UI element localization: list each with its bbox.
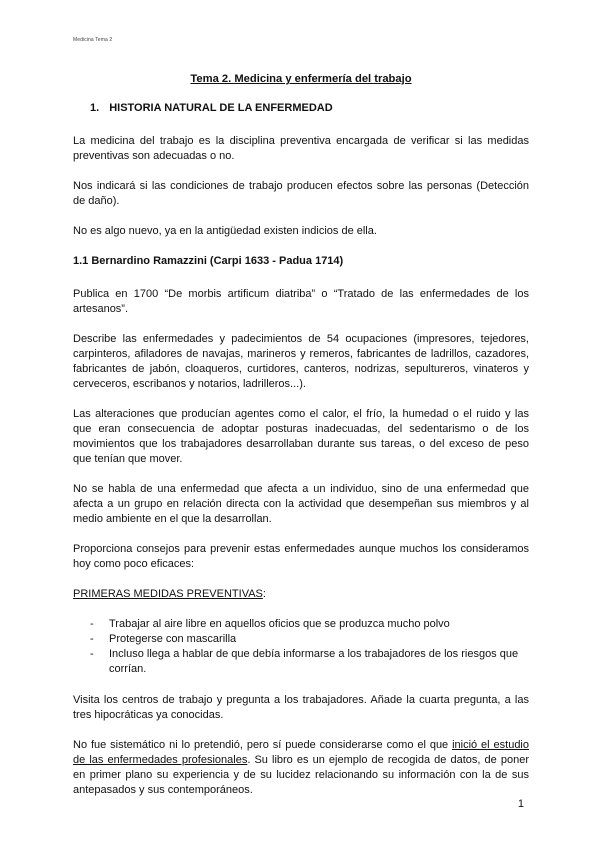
paragraph-10	[73, 738, 529, 798]
preventive-measures-title: PRIMERAS MEDIDAS PREVENTIVAS	[73, 588, 263, 600]
paragraph-10-suffix: . Su libro es un ejemplo de recogida de datos, de poner en primer plano su experiencia y de su lucidez relacionando su información con la de sus antepasados y sus contemporáneos.	[73, 754, 529, 796]
page-title: Tema 2. Medicina y enfermería del trabajo	[190, 73, 412, 85]
paragraph-7: No se habla de una enfermedad que afecta a un individuo, sino de una enfermedad que afecta a un grupo en relación directa con la actividad que desempeñan sus miembros y al medio ambiente en el que la desarrollan.	[73, 483, 529, 525]
paragraph-9: Visita los centros de trabajo y pregunta a los trabajadores. Añade la cuarta pregunta, a las tres hipocráticas ya conocidas.	[73, 694, 529, 721]
preventive-measures-colon: :	[262, 588, 266, 600]
paragraph-2: Nos indicará si las condiciones de trabajo producen efectos sobre las personas (Detección de daño).	[73, 180, 529, 207]
paragraph-5: Describe las enfermedades y padecimientos de 54 ocupaciones (impresores, tejedores, carpinteros, afiladores de navajas, marineros y remeros, fabricantes de ladrillos, cazadores, fabricantes de jabón, cloaqueros, curtidores, canteros, nodrizas, sepultureros, vinateros y cerveceros, escribanos y notarios, ladrilleros...).	[73, 333, 529, 390]
paragraph-1: La medicina del trabajo es la disciplina preventiva encargada de verificar si las medidas preventivas son adecuadas o no.	[73, 135, 529, 162]
list-item: - Incluso llega a hablar de que debía informarse a los trabajadores de los riesgos que corrían.	[73, 647, 529, 677]
list-item: - Trabajar al aire libre en aquellos oficios que se produzca mucho polvo	[73, 617, 529, 632]
subheading-1-1: 1.1 Bernardino Ramazzini (Carpi 1633 - Padua 1714)	[73, 255, 344, 267]
page-number: 1	[517, 798, 524, 810]
preventive-measures-list	[73, 617, 529, 677]
paragraph-3: No es algo nuevo, ya en la antigüedad existen indicios de ella.	[73, 225, 377, 237]
document-content	[73, 72, 529, 813]
paragraph-6: Las alteraciones que producían agentes como el calor, el frío, la humedad o el ruido y las que eran consecuencia de adoptar posturas inadecuadas, del sedentarismo o de los movimientos que los trabajadores desarrollaban durante sus tareas, o del exceso de peso que tenían que mover.	[73, 408, 529, 465]
section-number: 1.	[90, 102, 100, 114]
list-item: - Protegerse con mascarilla	[73, 632, 529, 647]
section-heading	[73, 101, 529, 116]
paragraph-4: Publica en 1700 “De morbis artificum diatriba” o “Tratado de las enfermedades de los artesanos”.	[73, 288, 529, 315]
professional-diseases-link-text: inició el estudio de las enfermedades profesionales	[73, 739, 529, 766]
paragraph-10-prefix: No fue sistemático ni lo pretendió, pero sí puede considerarse como el que	[73, 739, 453, 751]
section-title: HISTORIA NATURAL DE LA ENFERMEDAD	[109, 102, 333, 114]
header-note: Medicina Tema 2	[73, 37, 113, 43]
preventive-measures-heading	[73, 587, 529, 602]
paragraph-8: Proporciona consejos para prevenir estas enfermedades aunque muchos los consideramos hoy como poco eficaces:	[73, 543, 529, 570]
